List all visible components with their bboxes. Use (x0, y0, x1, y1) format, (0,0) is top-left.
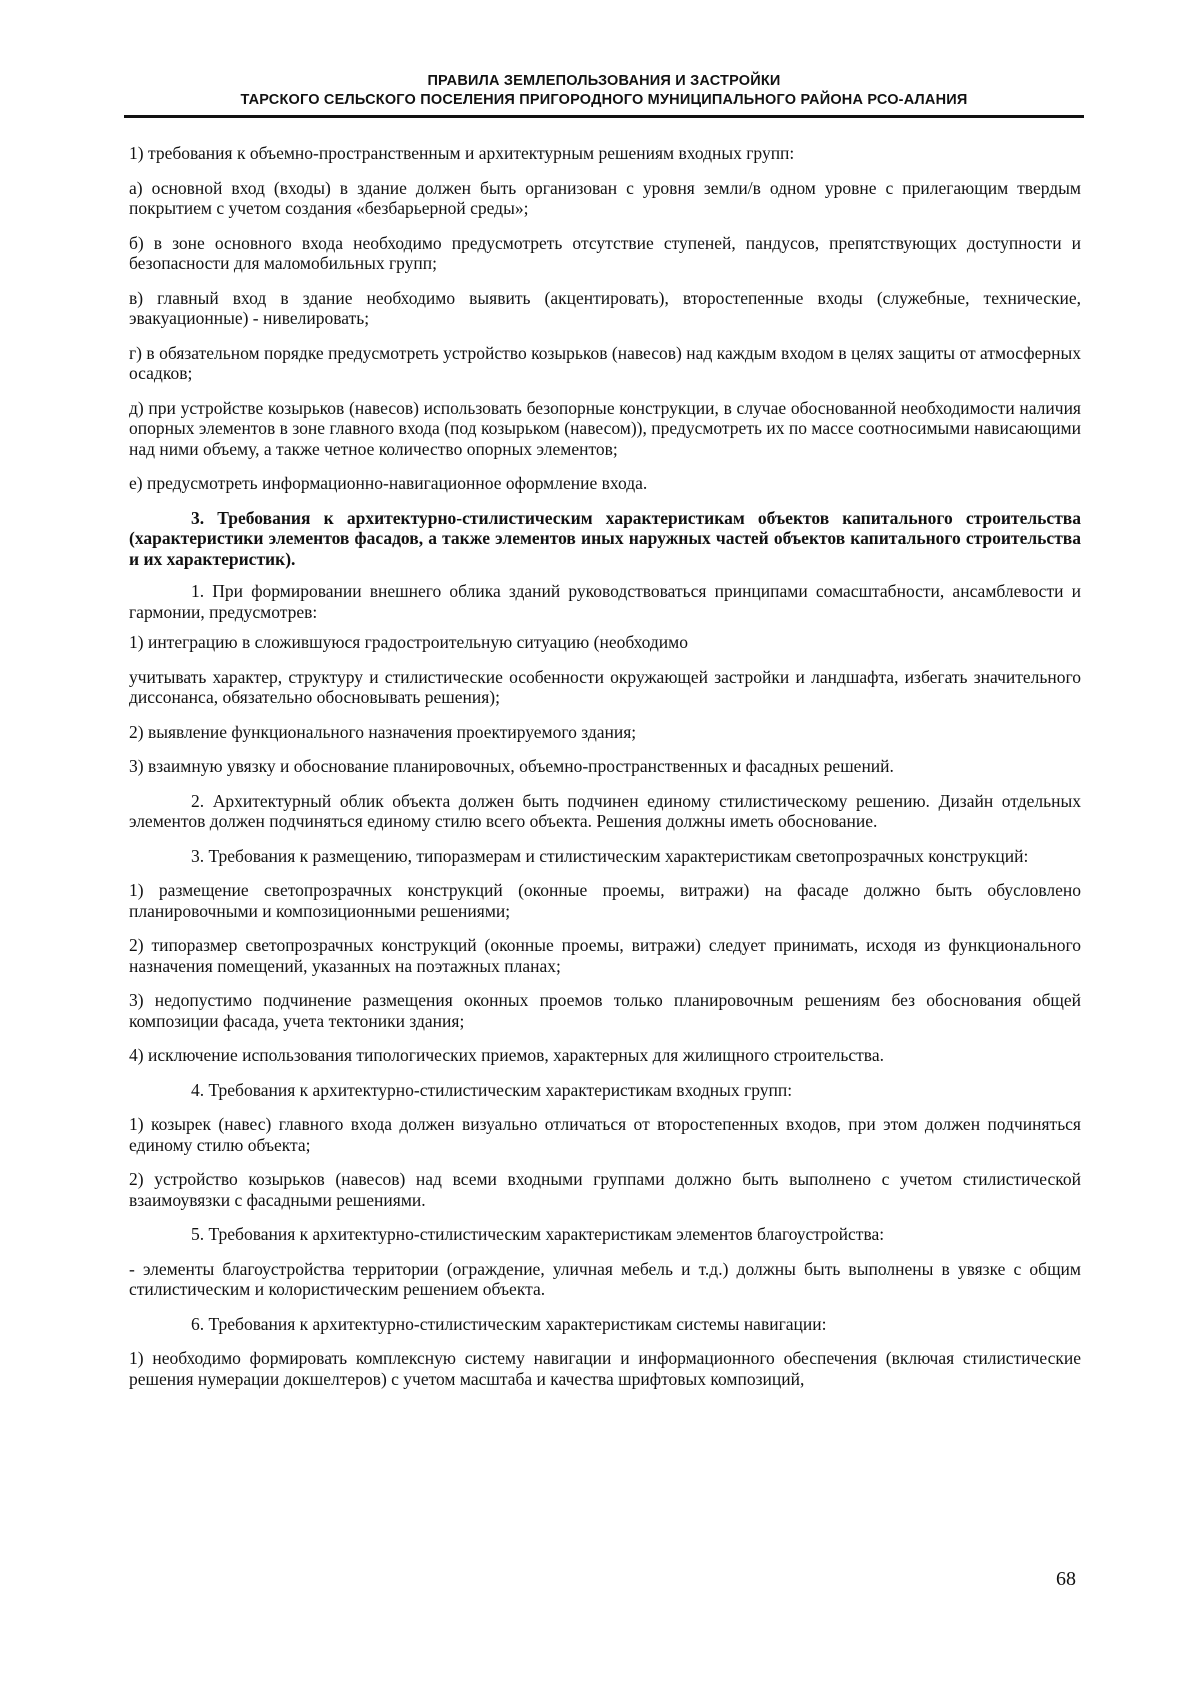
paragraph-item-v: в) главный вход в здание необходимо выявить (акцентировать), второстепенные входы (служебные, технические, эвакуационные) - нивелировать; (129, 287, 1081, 328)
paragraph-item-e: е) предусмотреть информационно-навигационное оформление входа. (129, 473, 648, 493)
header-title-line-2: ТАРСКОГО СЕЛЬСКОГО ПОСЕЛЕНИЯ ПРИГОРОДНОГО МУНИЦИПАЛЬНОГО РАЙОНА РСО-АЛАНИЯ (240, 92, 968, 108)
paragraph-integration: 1) интеграцию в сложившуюся градостроительную ситуацию (необходимо (129, 632, 688, 652)
paragraph-point-2: 2. Архитектурный облик объекта должен быть подчинен единому стилистическому решению. Дизайн отдельных элементов должен подчиняться единому стилю всего объекта. Решения должны иметь обоснование. (129, 790, 1081, 831)
paragraph-item-d: д) при устройстве козырьков (навесов) использовать безопорные конструкции, в случае обоснованной необходимости наличия опорных элементов в зоне главного входа (под козырьком (навесом)), предусмотреть их по массе соотносимыми нависающими над ними объему, а также четное количество опорных элементов; (129, 397, 1081, 459)
paragraph-point-6: 6. Требования к архитектурно-стилистическим характеристикам системы навигации: (191, 1313, 827, 1334)
paragraph-canopy-all: 2) устройство козырьков (навесов) над всеми входными группами должно быть выполнено с учетом стилистической взаимоувязки с фасадными решениями. (129, 1169, 1081, 1210)
paragraph-landscaping: - элементы благоустройства территории (ограждение, уличная мебель и т.д.) должны быть выполнены в увязке с общим стилистическим и колористическим решением объекта. (129, 1258, 1081, 1299)
paragraph-item-a: а) основной вход (входы) в здание должен быть организован с уровня земли/в одном уровне с прилегающим твердым покрытием с учетом создания «безбарьерной среды»; (129, 177, 1081, 218)
paragraph-functional-purpose: 2) выявление функционального назначения проектируемого здания; (129, 721, 637, 742)
section-heading-3: 3. Требования к архитектурно-стилистическим характеристикам объектов капитального строительства (характеристики элементов фасадов, а также элементов иных наружных частей объектов капитального строительства и их характеристик). (129, 507, 1081, 569)
paragraph-integration-continued: учитывать характер, структуру и стилистические особенности окружающей застройки и ландшафта, избегать значительного диссонанса, обязательно обосновывать решения); (129, 666, 1081, 707)
paragraph-item-g: г) в обязательном порядке предусмотреть устройство козырьков (навесов) над каждым входом в целях защиты от атмосферных осадков; (129, 342, 1081, 383)
paragraph-point-3: 3. Требования к размещению, типоразмерам и стилистическим характеристикам светопрозрачных конструкций: (191, 845, 1029, 866)
paragraph-canopy-main: 1) козырек (навес) главного входа должен визуально отличаться от второстепенных входов, при этом должен подчиняться единому стилю объекта; (129, 1114, 1081, 1155)
paragraph-navigation-system: 1) необходимо формировать комплексную систему навигации и информационного обеспечения (включая стилистические решения нумерации докшелтеров) с учетом масштаба и качества шрифтовых композиций, (129, 1348, 1081, 1389)
document-body (129, 143, 1081, 1403)
paragraph-point-1: 1. При формировании внешнего облика зданий руководствоваться принципами сомасштабности, ансамблевости и гармонии, предусмотрев: (129, 581, 1081, 622)
paragraph-window-placement: 3) недопустимо подчинение размещения оконных проемов только планировочным решениям без обоснования общей композиции фасада, учета тектоники здания; (129, 990, 1081, 1031)
page-number: 68 (1056, 1568, 1076, 1590)
paragraph-glazing-size: 2) типоразмер светопрозрачных конструкций (оконные проемы, витражи) следует принимать, исходя из функционального назначения помещений, указанных на поэтажных планах; (129, 935, 1081, 976)
header-divider (124, 115, 1084, 118)
page-header (124, 72, 1084, 110)
paragraph-glazing-placement: 1) размещение светопрозрачных конструкций (оконные проемы, витражи) на фасаде должно быть обусловлено планировочными и композиционными решениями; (129, 880, 1081, 921)
paragraph-mutual-linkage: 3) взаимную увязку и обоснование планировочных, объемно-пространственных и фасадных решений. (129, 756, 894, 776)
paragraph-point-4: 4. Требования к архитектурно-стилистическим характеристикам входных групп: (191, 1079, 793, 1100)
paragraph-residential-exclusion: 4) исключение использования типологических приемов, характерных для жилищного строительства. (129, 1045, 884, 1065)
paragraph-point-5: 5. Требования к архитектурно-стилистическим характеристикам элементов благоустройства: (191, 1224, 885, 1244)
header-title-line-1: ПРАВИЛА ЗЕМЛЕПОЛЬЗОВАНИЯ И ЗАСТРОЙКИ (427, 73, 781, 89)
paragraph-item-b: б) в зоне основного входа необходимо предусмотреть отсутствие ступеней, пандусов, препятствующих доступности и безопасности для маломобильных групп; (129, 232, 1081, 273)
paragraph-entrance-requirements: 1) требования к объемно-пространственным и архитектурным решениям входных групп: (129, 143, 795, 163)
